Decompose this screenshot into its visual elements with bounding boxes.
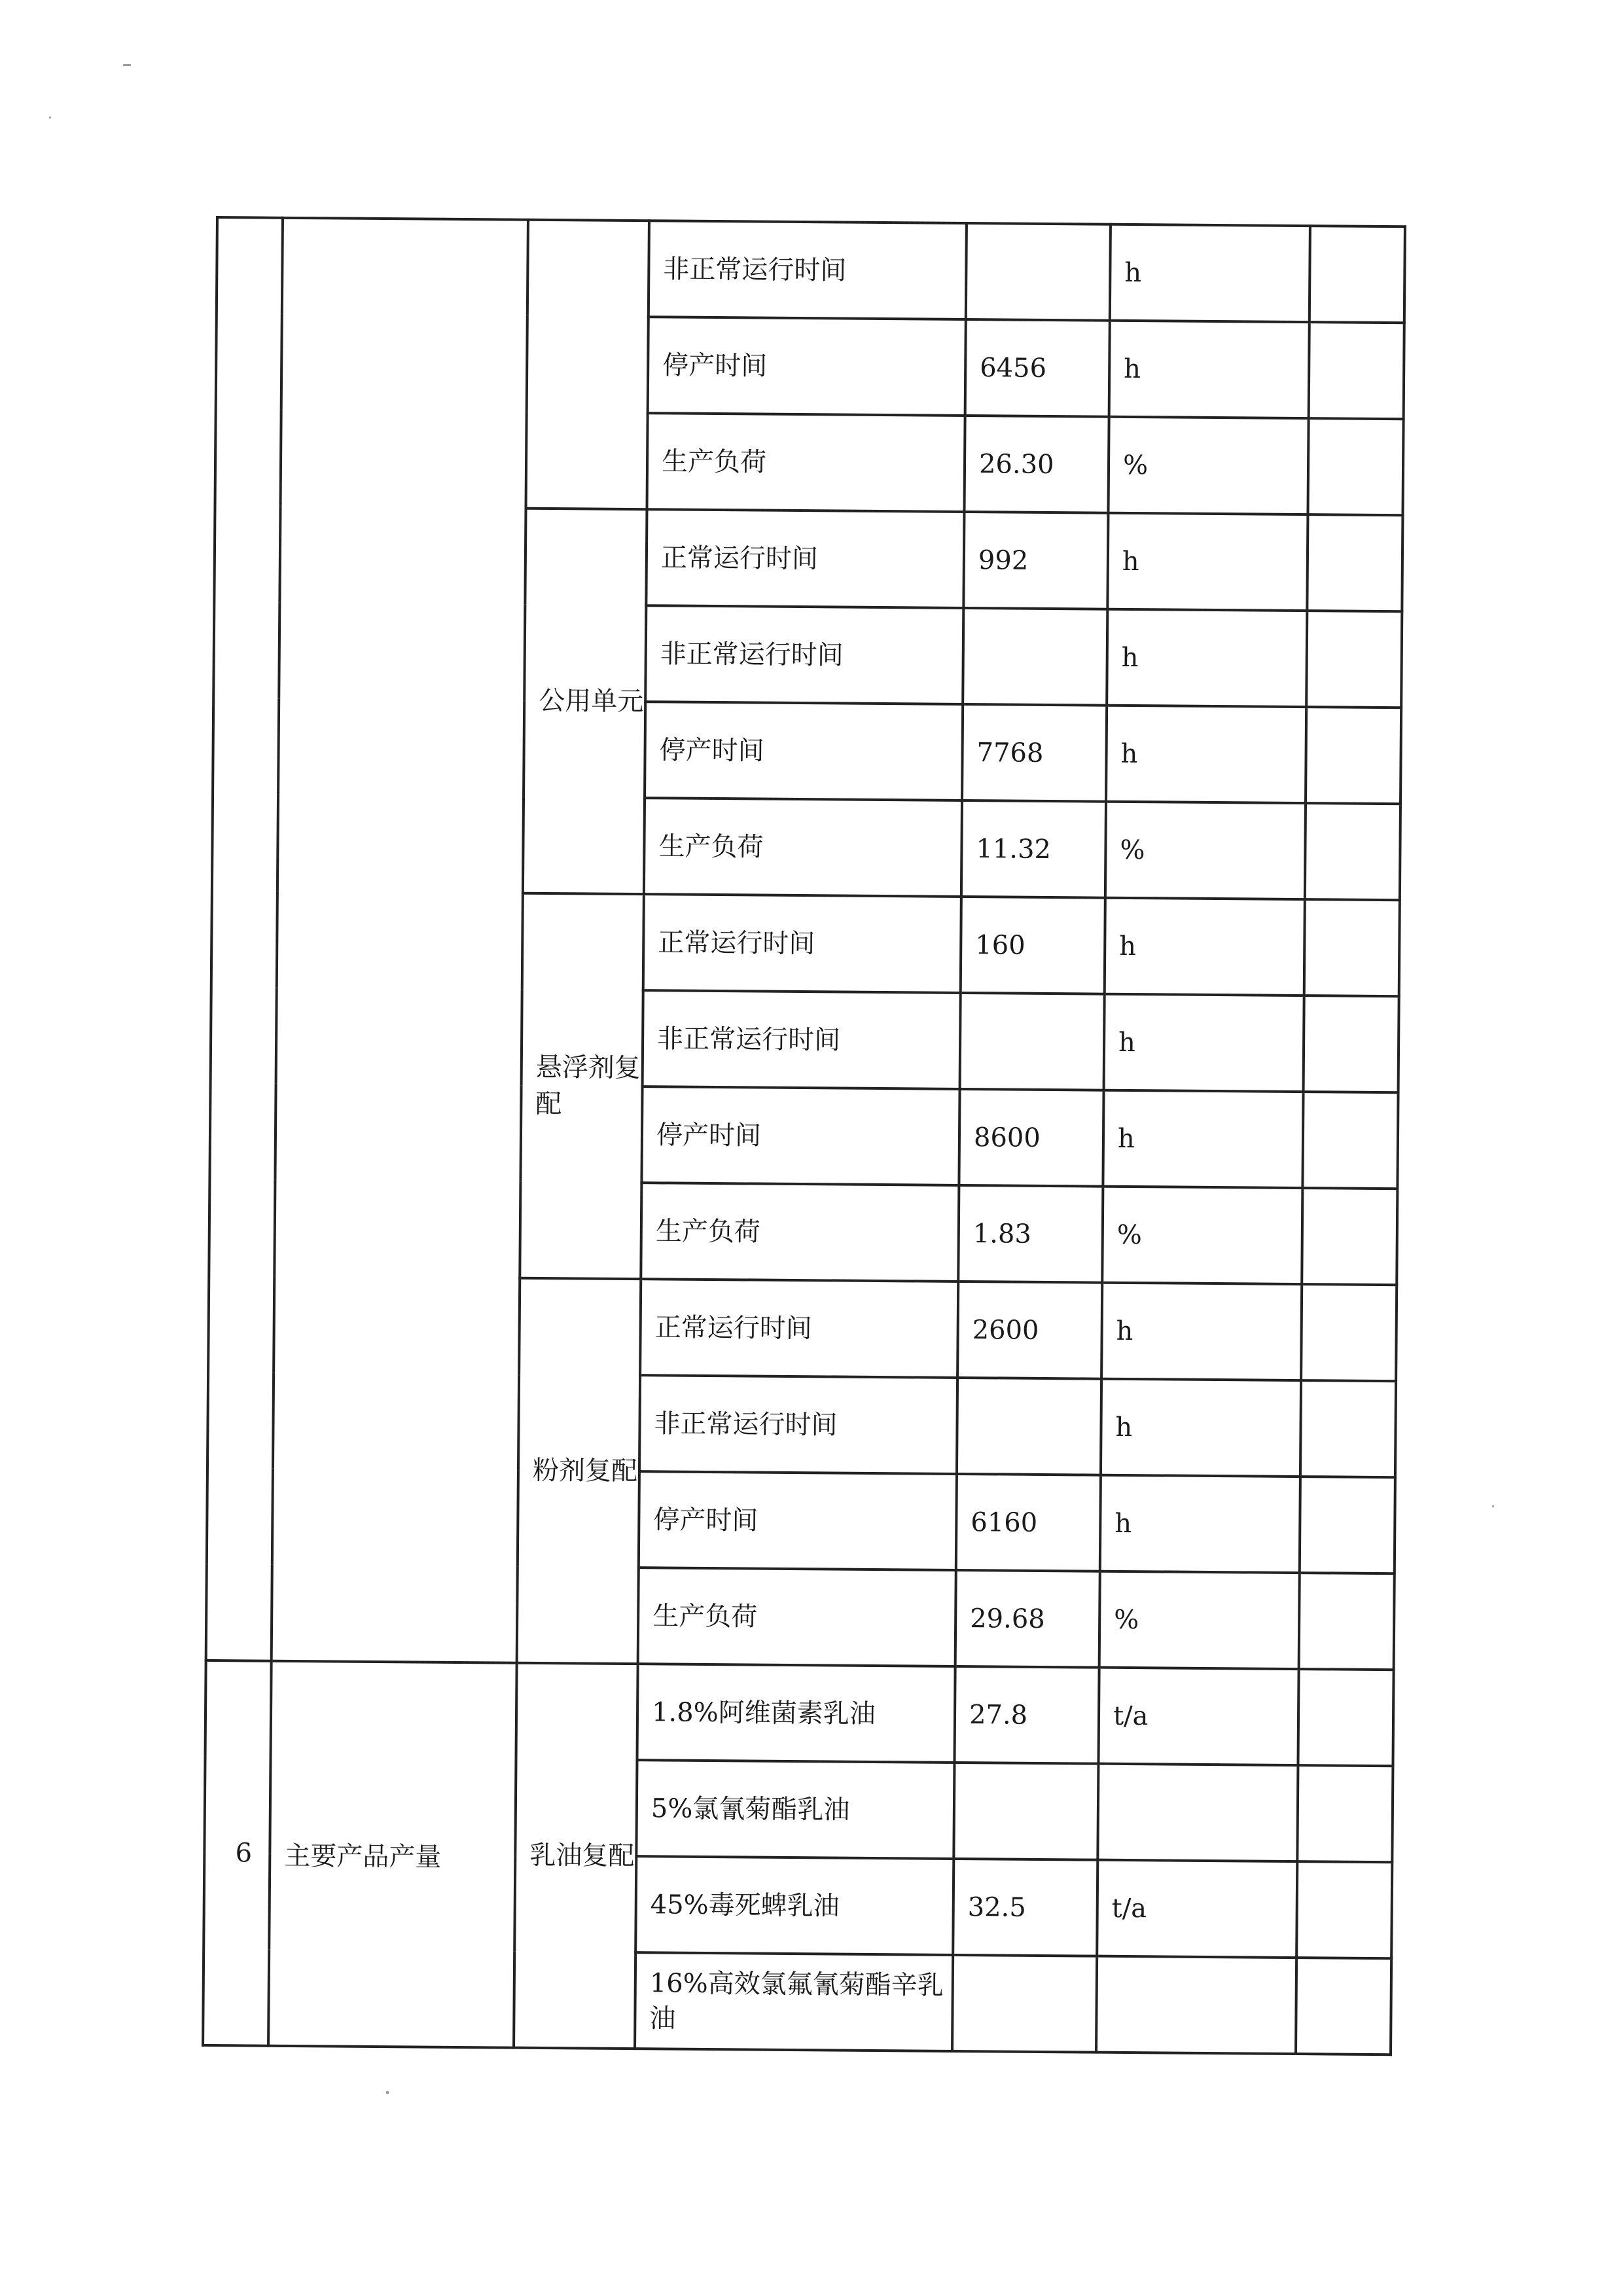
item-cell: 非正常运行时间 bbox=[639, 1375, 957, 1474]
unit-cell: t/a bbox=[1097, 1860, 1297, 1958]
value-cell: 8600 bbox=[959, 1089, 1103, 1187]
unit-cell: h bbox=[1109, 321, 1310, 418]
remark-cell bbox=[1299, 1573, 1395, 1670]
item-cell: 非正常运行时间 bbox=[645, 605, 963, 704]
value-cell bbox=[954, 1763, 1098, 1860]
scan-speck bbox=[123, 64, 131, 66]
item-cell: 生产负荷 bbox=[641, 1183, 959, 1282]
remark-cell bbox=[1310, 226, 1405, 323]
group-cell-public-unit: 公用单元 bbox=[523, 509, 647, 894]
unit-cell: h bbox=[1101, 1379, 1301, 1477]
category-cell bbox=[272, 218, 528, 1663]
remark-cell bbox=[1308, 418, 1403, 515]
unit-cell: h bbox=[1100, 1475, 1300, 1573]
section-title: 主要产品产量 bbox=[268, 1661, 517, 2048]
item-cell: 正常运行时间 bbox=[640, 1279, 958, 1378]
remark-cell bbox=[1297, 1765, 1393, 1862]
operation-data-table bbox=[202, 216, 1406, 2056]
unit-cell: % bbox=[1108, 417, 1308, 514]
item-cell: 生产负荷 bbox=[647, 413, 965, 512]
remark-cell bbox=[1296, 1958, 1391, 2054]
item-cell: 停产时间 bbox=[645, 702, 963, 800]
value-cell bbox=[957, 1378, 1101, 1475]
item-cell: 停产时间 bbox=[641, 1086, 959, 1185]
value-cell: 32.5 bbox=[953, 1859, 1097, 1956]
remark-cell bbox=[1309, 322, 1404, 419]
number-cell bbox=[206, 217, 283, 1661]
unit-cell: h bbox=[1107, 513, 1308, 611]
remark-cell bbox=[1307, 514, 1402, 611]
remark-cell bbox=[1304, 996, 1399, 1092]
value-cell: 992 bbox=[963, 512, 1108, 609]
unit-cell: h bbox=[1110, 224, 1310, 322]
item-cell: 停产时间 bbox=[639, 1471, 957, 1570]
unit-cell: h bbox=[1101, 1283, 1302, 1380]
value-cell: 160 bbox=[961, 897, 1105, 994]
group-cell-emulsion: 乳油复配 bbox=[514, 1663, 638, 2049]
unit-cell bbox=[1096, 1956, 1296, 2054]
product-name-cell: 1.8%阿维菌素乳油 bbox=[637, 1664, 955, 1763]
value-cell: 26.30 bbox=[964, 416, 1109, 513]
unit-cell: h bbox=[1104, 994, 1304, 1092]
item-cell: 非正常运行时间 bbox=[643, 990, 961, 1089]
remark-cell bbox=[1302, 1092, 1398, 1189]
remark-cell bbox=[1298, 1669, 1393, 1766]
value-cell: 6160 bbox=[956, 1474, 1101, 1571]
value-cell: 7768 bbox=[962, 704, 1107, 802]
remark-cell bbox=[1301, 1284, 1397, 1381]
unit-cell: % bbox=[1102, 1187, 1302, 1284]
unit-cell: h bbox=[1105, 898, 1305, 996]
unit-cell: % bbox=[1105, 802, 1306, 899]
section-number: 6 bbox=[203, 1660, 272, 2046]
item-cell: 正常运行时间 bbox=[646, 509, 964, 608]
group-cell-powder: 粉剂复配 bbox=[517, 1278, 641, 1664]
unit-cell: h bbox=[1106, 706, 1306, 803]
product-name-cell: 45%毒死蜱乳油 bbox=[635, 1856, 954, 1955]
value-cell bbox=[966, 223, 1111, 321]
remark-cell bbox=[1305, 803, 1400, 900]
unit-cell: h bbox=[1103, 1090, 1303, 1188]
value-cell bbox=[963, 608, 1107, 706]
scan-speck bbox=[1492, 1505, 1494, 1507]
unit-cell: % bbox=[1099, 1571, 1300, 1669]
table-row bbox=[217, 217, 1405, 323]
value-cell bbox=[952, 1955, 1097, 2053]
remark-cell bbox=[1306, 707, 1401, 804]
value-cell: 27.8 bbox=[954, 1666, 1099, 1764]
remark-cell bbox=[1306, 611, 1402, 708]
value-cell: 1.83 bbox=[958, 1185, 1103, 1283]
item-cell: 生产负荷 bbox=[638, 1568, 956, 1666]
value-cell bbox=[960, 993, 1105, 1090]
value-cell: 6456 bbox=[965, 319, 1110, 417]
product-name-cell: 16%高效氯氟氰菊酯辛乳油 bbox=[635, 1952, 953, 2051]
remark-cell bbox=[1300, 1380, 1396, 1477]
unit-cell: h bbox=[1107, 609, 1307, 707]
table-row bbox=[205, 1660, 1394, 1766]
product-name-cell: 5%氯氰菊酯乳油 bbox=[636, 1760, 954, 1859]
remark-cell bbox=[1302, 1188, 1397, 1285]
item-cell: 生产负荷 bbox=[644, 798, 962, 897]
value-cell: 2600 bbox=[957, 1282, 1102, 1379]
group-cell bbox=[526, 220, 649, 509]
value-cell: 29.68 bbox=[955, 1570, 1100, 1668]
unit-cell bbox=[1097, 1764, 1298, 1861]
unit-cell: t/a bbox=[1098, 1668, 1298, 1765]
scan-speck bbox=[49, 117, 51, 118]
value-cell: 11.32 bbox=[961, 800, 1106, 898]
remark-cell bbox=[1296, 1861, 1392, 1958]
remark-cell bbox=[1300, 1477, 1395, 1573]
item-cell: 正常运行时间 bbox=[643, 894, 961, 993]
remark-cell bbox=[1304, 899, 1400, 996]
group-cell-suspension: 悬浮剂复配 bbox=[520, 893, 644, 1279]
item-cell: 非正常运行时间 bbox=[649, 221, 967, 319]
scan-speck bbox=[386, 2091, 389, 2094]
item-cell: 停产时间 bbox=[648, 317, 966, 416]
